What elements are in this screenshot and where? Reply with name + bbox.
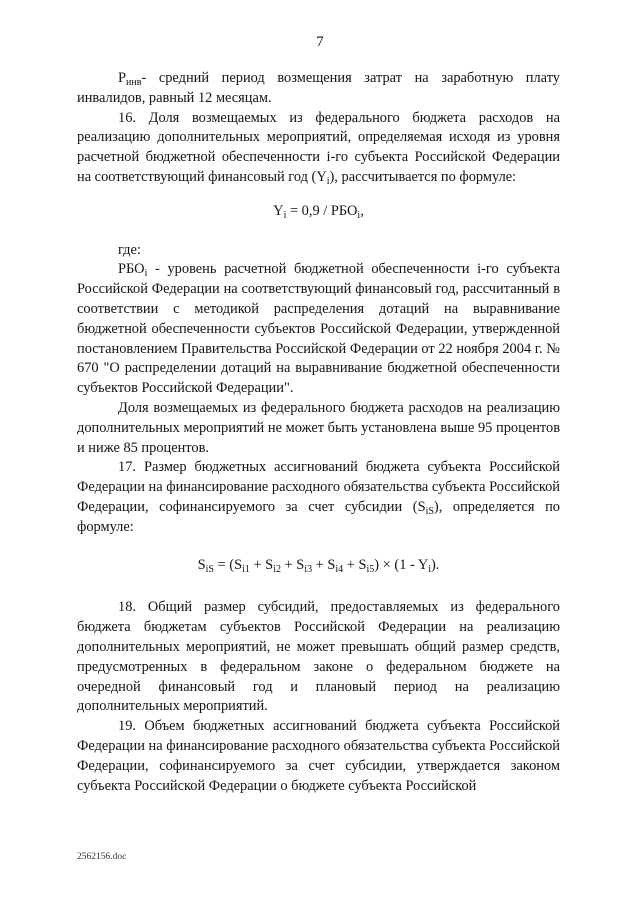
symbol-rbo-subscript: i [144, 268, 148, 280]
paragraph-16-text-b: ), рассчитывается по формуле: [329, 168, 517, 185]
formula-yi-lhs-subscript: i [283, 209, 287, 221]
symbol-rinv [118, 69, 141, 89]
formula-sis-term-5: + S [343, 556, 367, 573]
formula-sis-term-5-subscript: i5 [366, 563, 375, 575]
formula-yi-expression: = 0,9 / РБО [286, 202, 358, 219]
formula-sis-open: = ( [213, 556, 235, 573]
symbol-sis-letter: S [417, 498, 426, 515]
symbol-yi-letter: Y [316, 168, 327, 185]
formula-sis-term-3-subscript: i3 [304, 563, 313, 575]
formula-sis-term-3: + S [280, 556, 305, 573]
formula-yi-end: , [360, 202, 364, 219]
paragraph-share-limits: Доля возмещаемых из федерального бюджета расходов на реализацию дополнительных мероприятий не может быть установлена выше 95 процентов и ниже 85 процентов. [77, 399, 560, 456]
paragraph-17-text-b: ), определяется по формуле: [77, 498, 561, 535]
rbo-definition-text: - уровень расчетной бюджетной обеспеченности i-го субъекта Российской Федерации на соответствующий финансовый год, рассчитанный в соответствии с методикой распределения дотаций на выравнивание бюджетной обеспеченности субъектов Российской Федерации, утвержденной постановлением Правительства Российской Федерации от 22 ноября 2004 г. № 670 "О распределении дотаций на выравнивание бюджетной обеспеченности субъектов Российской Федерации". [77, 261, 560, 397]
symbol-rbo-letter: РБО [118, 261, 145, 278]
page-number: 7 [316, 34, 324, 50]
document-body [77, 69, 560, 796]
symbol-rinv-letter: P [118, 70, 127, 86]
formula-sis-term-2: + S [249, 556, 274, 573]
rinv-definition-text: - средний период возмещения затрат на заработную плату инвалидов, равный 12 месяцам. [77, 70, 560, 106]
symbol-sis-subscript: iS [425, 505, 434, 517]
paragraph-rbo-definition [77, 260, 560, 399]
formula-sis [77, 556, 560, 576]
formula-sis-term-2-subscript: i2 [273, 563, 281, 575]
formula-sis-lhs: S [197, 556, 206, 573]
footer-filename: 2562156.doc [77, 852, 127, 862]
paragraph-18: 18. Общий размер субсидий, предоставляемых из федерального бюджета бюджетам субъектов Российской Федерации на реализацию дополнительных мероприятий, не может превышать общий размер средств, предусмотренных в федеральном законе о федеральном бюджете на очередной финансовый год и плановый период на реализацию дополнительных мероприятий. [77, 599, 560, 715]
formula-sis-lhs-subscript: iS [205, 563, 214, 575]
paragraph-16-text-a: 16. Доля возмещаемых из федерального бюджета расходов на реализацию дополнительных мероприятий, определяемая исходя из уровня расчетной бюджетной обеспеченности i-го субъекта Российской Федерации на соответствующий финансовый год ( [77, 109, 560, 185]
paragraph-rinv-definition [77, 69, 560, 109]
symbol-yi-subscript: i [326, 175, 330, 187]
where-label: где: [118, 241, 141, 258]
formula-sis-term-4: + S [312, 556, 336, 573]
formula-sis-term-1-subscript: i1 [242, 563, 250, 575]
formula-sis-end: ). [431, 556, 440, 573]
formula-sis-y-subscript: i [428, 563, 432, 575]
paragraph-19: 19. Объем бюджетных ассигнований бюджета субъекта Российской Федерации на финансирование расходного обязательства субъекта Российской Федерации, софинансируемого за счет субсидии, утверждается законом субъекта Российской Федерации о бюджете субъекта Российской [77, 718, 561, 794]
paragraph-16 [77, 109, 560, 188]
formula-sis-term-1: S [234, 556, 243, 573]
paragraph-17 [77, 458, 560, 537]
formula-yi-rhs-subscript: i [357, 209, 361, 221]
paragraph-17-text-a: 17. Размер бюджетных ассигнований бюджета субъекта Российской Федерации на финансирование расходного обязательства субъекта Российской Федерации, софинансируемого за счет субсидии ( [77, 459, 561, 515]
formula-sis-term-4-subscript: i4 [335, 563, 344, 575]
formula-sis-multiplier: ) × (1 - Y [374, 556, 429, 573]
symbol-rinv-subscript: инв [126, 77, 142, 88]
formula-yi-lhs: Y [273, 202, 284, 219]
formula-yi [77, 202, 560, 222]
